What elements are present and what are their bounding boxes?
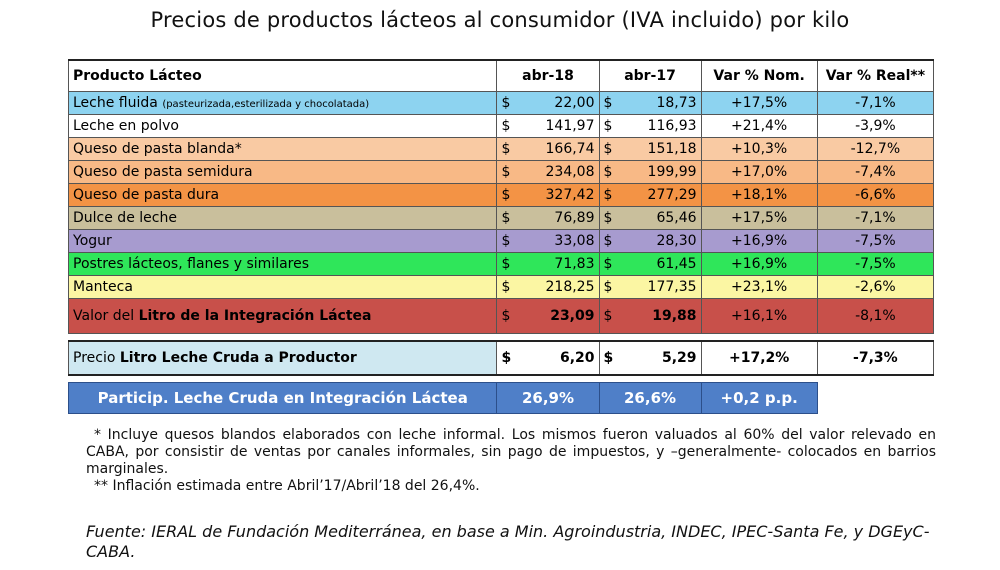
product-name <box>69 253 497 276</box>
table-row <box>69 253 934 276</box>
value-apr17: 65,46 <box>622 207 701 230</box>
particip-row <box>69 383 934 414</box>
currency-sign: $ <box>599 92 622 115</box>
product-name <box>69 276 497 299</box>
value-var-real: -6,6% <box>817 184 933 207</box>
footnote-2: ** Inflación estimada entre Abril’17/Abril’18 del 26,4%. <box>94 478 480 494</box>
header-apr18: abr-18 <box>497 60 599 92</box>
product-label: Yogur <box>73 233 112 249</box>
integracion-row <box>69 299 934 334</box>
value-var-real: -12,7% <box>817 138 933 161</box>
value-apr18: 76,89 <box>520 207 599 230</box>
currency-sign: $ <box>599 276 622 299</box>
value-var-nom: +17,5% <box>701 92 817 115</box>
product-note: (pasteurizada,esterilizada y chocolatada) <box>162 99 370 110</box>
gap-cell <box>69 334 934 342</box>
currency-sign: $ <box>599 207 622 230</box>
value-var-nom: +16,9% <box>701 230 817 253</box>
header-var-nom: Var % Nom. <box>701 60 817 92</box>
product-label: Queso de pasta blanda* <box>73 141 242 157</box>
currency-sign: $ <box>497 161 520 184</box>
value-apr18: 166,74 <box>520 138 599 161</box>
currency-sign: $ <box>497 115 520 138</box>
currency-sign: $ <box>497 92 520 115</box>
table-row <box>69 138 934 161</box>
product-label: Queso de pasta semidura <box>73 164 253 180</box>
product-label: Manteca <box>73 279 133 295</box>
currency-sign: $ <box>497 341 520 375</box>
product-label: Postres lácteos, flanes y similares <box>73 256 310 272</box>
value-apr17: 177,35 <box>622 276 701 299</box>
table-row <box>69 207 934 230</box>
value-apr18: 141,97 <box>520 115 599 138</box>
currency-sign: $ <box>599 161 622 184</box>
value-var-nom: +23,1% <box>701 276 817 299</box>
currency-sign: $ <box>497 207 520 230</box>
value-apr17: 199,99 <box>622 161 701 184</box>
header-product: Producto Lácteo <box>69 60 497 92</box>
value-var-nom: +18,1% <box>701 184 817 207</box>
particip-var-nom: +0,2 p.p. <box>701 383 817 414</box>
value-var-nom: +17,5% <box>701 207 817 230</box>
value-var-nom: +17,2% <box>701 341 817 375</box>
table-header-row <box>69 60 934 92</box>
currency-sign: $ <box>497 138 520 161</box>
value-var-real: -2,6% <box>817 276 933 299</box>
value-apr18: 327,42 <box>520 184 599 207</box>
value-var-real: -3,9% <box>817 115 933 138</box>
value-apr18: 218,25 <box>520 276 599 299</box>
currency-sign: $ <box>497 184 520 207</box>
integracion-bold: Litro de la Integración Láctea <box>138 308 372 324</box>
value-apr17: 116,93 <box>622 115 701 138</box>
value-apr18: 33,08 <box>520 230 599 253</box>
currency-sign: $ <box>497 276 520 299</box>
cruda-name <box>69 341 497 375</box>
value-var-nom: +17,0% <box>701 161 817 184</box>
cruda-prefix: Precio <box>73 350 120 366</box>
value-var-real: -7,1% <box>817 207 933 230</box>
value-apr18: 23,09 <box>520 299 599 334</box>
product-label: Leche fluida <box>73 95 158 111</box>
product-label: Dulce de leche <box>73 210 177 226</box>
value-var-real: -7,5% <box>817 253 933 276</box>
value-apr18: 234,08 <box>520 161 599 184</box>
currency-sign: $ <box>497 253 520 276</box>
value-var-real: -7,5% <box>817 230 933 253</box>
particip-label: Particip. Leche Cruda en Integración Láctea <box>69 383 497 414</box>
value-var-nom: +16,1% <box>701 299 817 334</box>
product-name <box>69 230 497 253</box>
product-name <box>69 92 497 115</box>
chart-title: Precios de productos lácteos al consumidor (IVA incluido) por kilo <box>150 8 850 32</box>
particip-apr18: 26,9% <box>497 383 599 414</box>
value-var-real: -7,4% <box>817 161 933 184</box>
footnotes <box>86 427 936 495</box>
source-note: Fuente: IERAL de Fundación Mediterránea, en base a Min. Agroindustria, INDEC, IPEC-Santa Fe, y DGEyC-CABA. <box>86 522 930 561</box>
product-name <box>69 115 497 138</box>
currency-sign: $ <box>599 184 622 207</box>
currency-sign: $ <box>599 341 622 375</box>
product-name <box>69 184 497 207</box>
currency-sign: $ <box>497 299 520 334</box>
particip-empty <box>817 383 933 414</box>
value-var-real: -8,1% <box>817 299 933 334</box>
currency-sign: $ <box>599 115 622 138</box>
value-apr18: 71,83 <box>520 253 599 276</box>
header-apr17: abr-17 <box>599 60 701 92</box>
product-name <box>69 138 497 161</box>
product-name <box>69 207 497 230</box>
currency-sign: $ <box>599 138 622 161</box>
table-row <box>69 184 934 207</box>
gap-row <box>69 375 934 383</box>
value-var-real: -7,1% <box>817 92 933 115</box>
cruda-row <box>69 341 934 375</box>
product-name <box>69 161 497 184</box>
gap-row <box>69 334 934 342</box>
value-var-real: -7,3% <box>817 341 933 375</box>
table-row <box>69 115 934 138</box>
value-apr17: 151,18 <box>622 138 701 161</box>
integracion-prefix: Valor del <box>73 308 139 324</box>
value-apr17: 18,73 <box>622 92 701 115</box>
value-apr18: 22,00 <box>520 92 599 115</box>
header-var-real: Var % Real** <box>817 60 933 92</box>
value-apr17: 28,30 <box>622 230 701 253</box>
price-table <box>68 59 934 414</box>
table-row <box>69 276 934 299</box>
integracion-name <box>69 299 497 334</box>
cruda-bold: Litro Leche Cruda a Productor <box>119 350 357 366</box>
value-apr17: 19,88 <box>622 299 701 334</box>
product-label: Leche en polvo <box>73 118 179 134</box>
gap-cell <box>69 375 934 383</box>
value-var-nom: +10,3% <box>701 138 817 161</box>
table-row <box>69 230 934 253</box>
footnote-1: * Incluye quesos blandos elaborados con leche informal. Los mismos fueron valuados al 60% del valor relevado en CABA, por consistir de ventas por canales informales, sin pago de impuestos, y –generalmente- colocados en barrios marginales. <box>86 427 936 477</box>
value-apr17: 5,29 <box>622 341 701 375</box>
value-var-nom: +21,4% <box>701 115 817 138</box>
value-apr18: 6,20 <box>520 341 599 375</box>
value-apr17: 277,29 <box>622 184 701 207</box>
currency-sign: $ <box>599 230 622 253</box>
table-row <box>69 161 934 184</box>
product-label: Queso de pasta dura <box>73 187 220 203</box>
particip-apr17: 26,6% <box>599 383 701 414</box>
currency-sign: $ <box>497 230 520 253</box>
value-var-nom: +16,9% <box>701 253 817 276</box>
currency-sign: $ <box>599 253 622 276</box>
currency-sign: $ <box>599 299 622 334</box>
value-apr17: 61,45 <box>622 253 701 276</box>
table-row <box>69 92 934 115</box>
